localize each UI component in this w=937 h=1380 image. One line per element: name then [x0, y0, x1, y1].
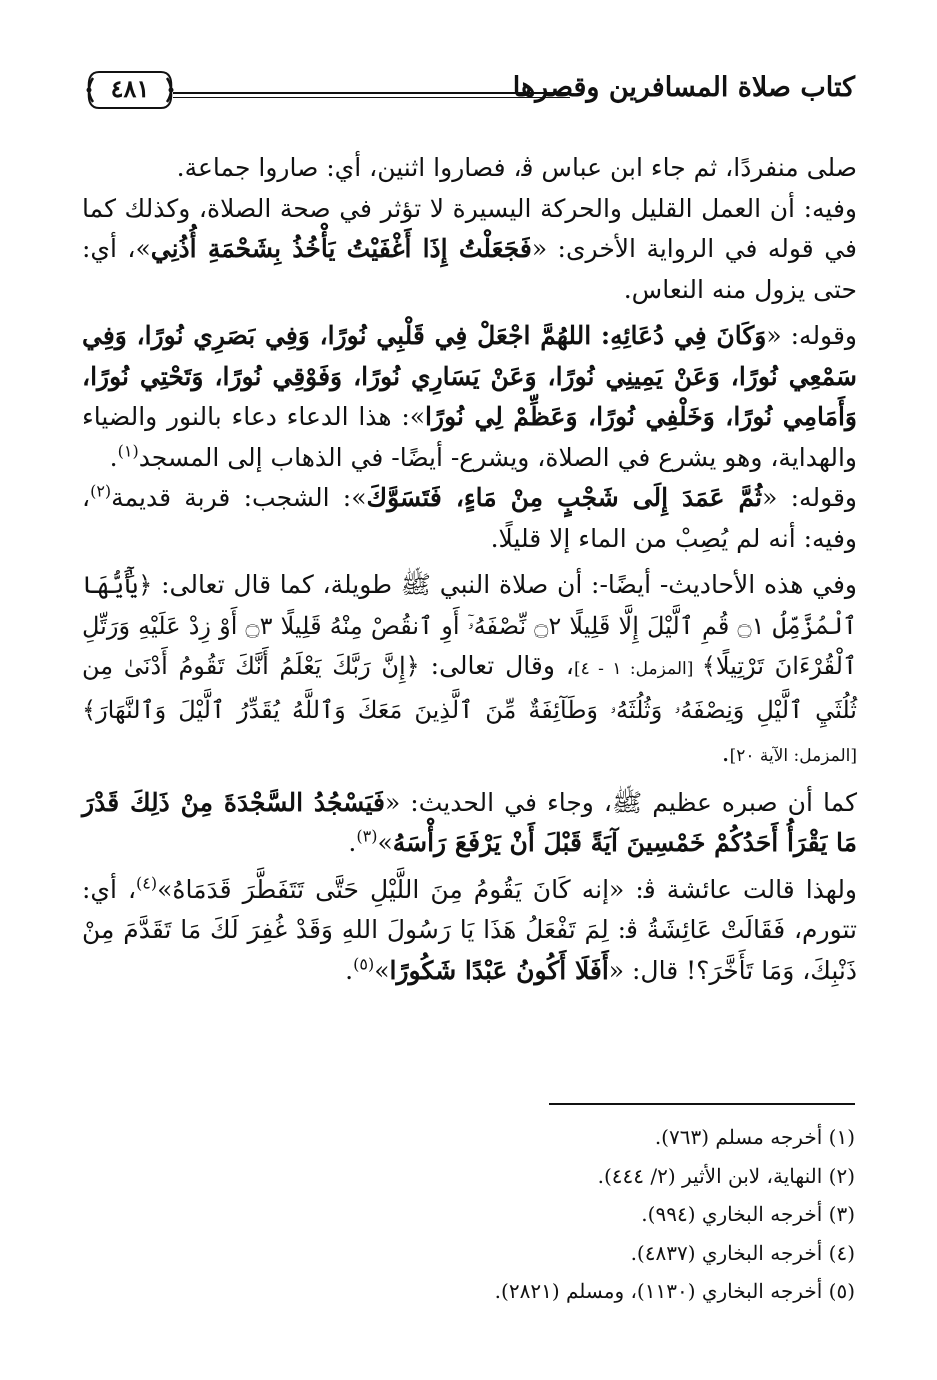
p4-text-a: وقوله: « — [762, 483, 858, 512]
footnote-ref-3[interactable]: (٣) — [356, 826, 378, 846]
page-number-ornament — [85, 68, 175, 112]
p7-text-a: ولهذا قالت عائشة ﭬ: «إنه كَانَ يَقُومُ مِنَ اللَّيْلِ حَتَّى تَتَفَطَّرَ قَدَمَاهُ» — [157, 874, 858, 904]
p7-end: . — [345, 955, 354, 985]
footnote-ref-4[interactable]: (٤) — [136, 873, 158, 893]
p3-hadith-quote: وَكَانَ فِي دُعَائِهِ: اللهُمَّ اجْعَلْ فِي قَلْبِي نُورًا، وَفِي بَصَرِي نُورًا، وَفِي سَمْعِي نُورًا، وَعَنْ يَمِينِي نُورًا، وَعَنْ يَسَارِي نُورًا، وَفَوْقِي نُورًا، وَتَحْتِي نُورًا، وَأَمَامِي نُورًا، وَخَلْفِي نُورًا، وَعَظِّمْ لِي نُورًا — [82, 321, 857, 431]
header-rule-thin — [173, 97, 570, 98]
paragraph-2 — [82, 189, 857, 311]
p3-text-a: وقوله: « — [766, 321, 858, 350]
verse-ref-2: [المزمل: الآية ٢٠] — [729, 746, 857, 766]
header-rule — [173, 92, 570, 94]
footnote-2: (٢) النهاية، لابن الأثير (٢/ ٤٤٤). — [597, 1163, 855, 1188]
p3-text-c: »: هذا الدعاء دعاء بالنور والضياء والهداية، وهو يشرع في الصلاة، ويشرع- أيضًا- في الذهاب إلى المسجد — [82, 402, 857, 472]
p2-hadith-quote: فَجَعَلْتُ إِذَا أَغْفَيْتُ يَأْخُذُ بِشَحْمَةِ أُذُنِي — [150, 234, 532, 263]
running-title: كتاب صلاة المسافرين وقصرها — [512, 72, 855, 103]
page-header — [85, 58, 855, 120]
p2-text-a: وفيه: أن العمل القليل والحركة اليسيرة لا تؤثر في صحة الصلاة، وكذلك كما في قوله في الرواية الأخرى: « — [82, 193, 857, 263]
main-text — [82, 148, 857, 991]
footnote-ref-5[interactable]: (٥) — [353, 954, 375, 974]
quran-verse-2: ﴿إِنَّ رَبَّكَ يَعْلَمُ أَنَّكَ تَقُومُ أَدْنَىٰ مِن ثُلُثَيِ ٱلَّيْلِ وَنِصْفَهُۥ وَثُلُثَهُۥ وَطَآئِفَةٌ مِّنَ ٱلَّذِينَ مَعَكَ وَٱللَّهُ يُقَدِّرُ ٱلَّيْلَ وَٱلنَّهَارَ﴾ — [82, 652, 857, 724]
footnote-1: (١) أخرجه مسلم (٧٦٣). — [654, 1125, 855, 1149]
paragraph-5 — [82, 565, 857, 777]
p5-text-a: وفي هذه الأحاديث- أيضًا-: أن صلاة النبي ﷺ طويلة، كما قال تعالى: — [152, 570, 857, 599]
p7-hadith-quote: أَفَلَا أَكُونُ عَبْدًا شَكُورًا — [389, 955, 609, 985]
p2-text-c: »، أي: حتى يزول منه النعاس. — [82, 234, 857, 304]
quran-verse-1: ﴿يَٰٓأَيُّهَا ٱلْمُزَّمِّلُ ۝١ قُمِ ٱلَّيْلَ إِلَّا قَلِيلًا ۝٢ نِّصْفَهُۥٓ أَوِ ٱنقُصْ مِنْهُ قَلِيلًا ۝٣ أَوْ زِدْ عَلَيْهِ وَرَتِّلِ ٱلْقُرْءَانَ تَرْتِيلًا﴾ — [82, 571, 858, 680]
paragraph-3 — [82, 316, 857, 478]
p1-text: صلى منفردًا، ثم جاء ابن عباس ﭬ، فصاروا اثنين، أي: صاروا جماعة. — [176, 153, 857, 182]
paragraph-1 — [82, 148, 857, 189]
p6-hadith-quote: فَيَسْجُدُ السَّجْدَةَ مِنْ ذَلِكَ قَدْرَ مَا يَقْرَأُ أَحَدُكُمْ خَمْسِينَ آيَةً قَبْلَ أَنْ يَرْفَعَ رَأْسَهُ — [82, 787, 857, 857]
footnote-4: (٤) أخرجه البخاري (٤٨٣٧). — [630, 1240, 855, 1265]
footnote-separator — [549, 1103, 855, 1105]
p5-end: . — [721, 738, 730, 767]
p6-text-a: كما أن صبره عظيم ﷺ، وجاء في الحديث: « — [384, 787, 857, 817]
footnote-5: (٥) أخرجه البخاري (١١٣٠)، ومسلم (٢٨٢١). — [494, 1279, 855, 1303]
p6-end: . — [348, 828, 357, 857]
p3-end: . — [109, 442, 118, 472]
p7-text-d: » — [374, 955, 390, 985]
p5-text-b: ، وقال تعالى: — [419, 651, 574, 680]
p7-text-b: ، أي: تتورم، فَقَالَتْ عَائِشَةُ ﭬ: لِمَ تَفْعَلُ هَذَا يَا رَسُولَ اللهِ وَقَدْ غُفِرَ لَكَ مَا تَقَدَّمَ مِنْ ذَنْبِكَ، وَمَا تَأَخَّرَ؟! قال: « — [82, 874, 857, 985]
p4-text-c: »: الشجب: قربة قديمة — [111, 483, 367, 512]
footnotes — [80, 1118, 855, 1311]
verse-ref-1: [المزمل: ١ - ٤] — [573, 659, 702, 679]
p6-text-c: » — [377, 828, 393, 857]
paragraph-7 — [82, 870, 857, 992]
paragraph-4 — [82, 478, 857, 559]
paragraph-6 — [82, 783, 857, 864]
footnote-ref-1[interactable]: (١) — [117, 441, 139, 461]
p4-hadith-quote: ثُمَّ عَمَدَ إِلَى شَجْبٍ مِنْ مَاءٍ، فَتَسَوَّكَ — [366, 483, 763, 512]
p4-text-d: ، وفيه: أنه لم يُصِبْ من الماء إلا قليلًا. — [82, 483, 857, 553]
page-number: ٤٨١ — [110, 74, 150, 103]
footnote-3: (٣) أخرجه البخاري (٩٩٤). — [641, 1202, 855, 1226]
footnote-ref-2[interactable]: (٢) — [90, 481, 112, 501]
